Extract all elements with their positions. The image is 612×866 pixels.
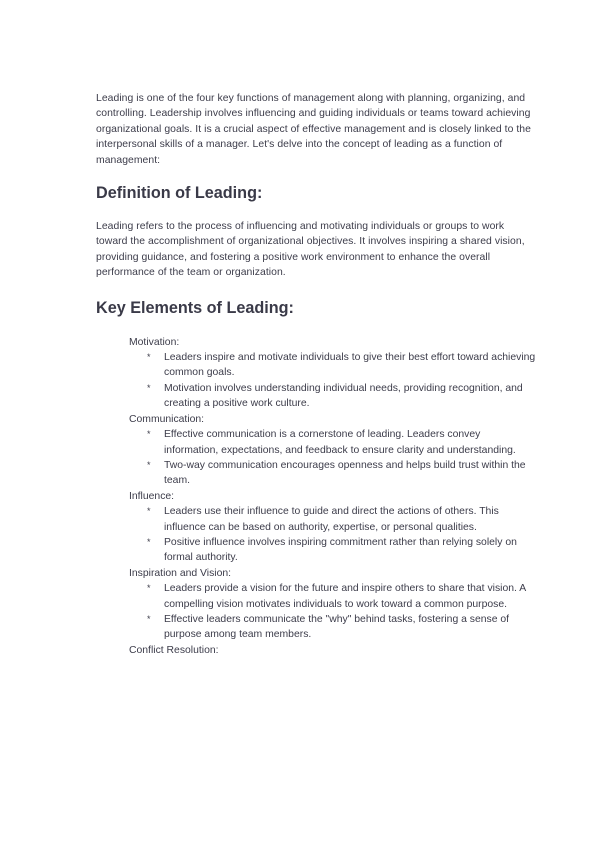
bullet-marker: *	[147, 382, 151, 393]
section-title: Communication:	[129, 413, 205, 425]
bullet-marker: *	[147, 352, 151, 363]
bullet-text: Leaders inspire and motivate individuals to give their best effort toward achieving common goals.	[164, 352, 536, 379]
bullet-marker: *	[147, 536, 151, 547]
bullet-list	[129, 427, 536, 489]
bullet-text: Leaders use their influence to guide and direct the actions of others. This influence can be based on authority, expertise, or personal qualities.	[164, 506, 499, 533]
bullet-marker: *	[147, 429, 151, 440]
intro-paragraph: Leading is one of the four key functions of management along with planning, organizing, and controlling. Leadership involves influencing and guiding individuals or teams toward achieving organizational goals. It is a crucial aspect of effective management and is closely linked to the interpersonal skills of a manager. Let's delve into the concept of leading as a function of management:	[96, 93, 531, 166]
bullet-text: Effective communication is a cornerstone of leading. Leaders convey information, expectations, and feedback to ensure clarity and understanding.	[164, 429, 516, 456]
definition-heading: Definition of Leading:	[96, 184, 263, 203]
bullet-item	[129, 381, 536, 412]
key-elements-list	[96, 335, 536, 659]
section-title: Conflict Resolution:	[129, 644, 219, 656]
bullet-item	[129, 350, 536, 381]
definition-paragraph: Leading refers to the process of influencing and motivating individuals or groups to work toward the accomplishment of organizational objectives. It involves inspiring a shared vision, providing guidance, and fostering a positive work environment to enhance the overall performance of the team or organization.	[96, 221, 525, 279]
bullet-list	[129, 504, 536, 566]
bullet-text: Positive influence involves inspiring commitment rather than relying solely on formal authority.	[164, 536, 517, 564]
section-title: Motivation:	[129, 336, 180, 348]
bullet-text: Motivation involves understanding individual needs, providing recognition, and creating a positive work culture.	[164, 382, 523, 410]
key-elements-heading: Key Elements of Leading:	[96, 298, 294, 317]
section-item	[129, 643, 536, 658]
section-item	[129, 566, 536, 643]
bullet-marker: *	[147, 613, 151, 624]
document-page	[96, 91, 536, 658]
bullet-marker: *	[147, 459, 151, 470]
section-title: Influence:	[129, 490, 175, 502]
bullet-item	[129, 458, 536, 489]
section-title: Inspiration and Vision:	[129, 567, 232, 579]
bullet-text: Two-way communication encourages openness and helps build trust within the team.	[164, 459, 526, 487]
section-item	[129, 489, 536, 566]
bullet-item	[129, 535, 536, 566]
bullet-item	[129, 612, 536, 643]
bullet-marker: *	[147, 583, 151, 594]
section-item	[129, 412, 536, 489]
bullet-item	[129, 427, 536, 458]
bullet-text: Leaders provide a vision for the future and inspire others to share that vision. A compelling vision motivates individuals to work toward a common purpose.	[164, 583, 526, 610]
section-item	[129, 335, 536, 412]
bullet-marker: *	[147, 506, 151, 517]
bullet-item	[129, 504, 536, 535]
bullet-list	[129, 581, 536, 643]
bullet-list	[129, 350, 536, 412]
bullet-item	[129, 581, 536, 612]
bullet-text: Effective leaders communicate the "why" behind tasks, fostering a sense of purpose among team members.	[164, 613, 510, 641]
